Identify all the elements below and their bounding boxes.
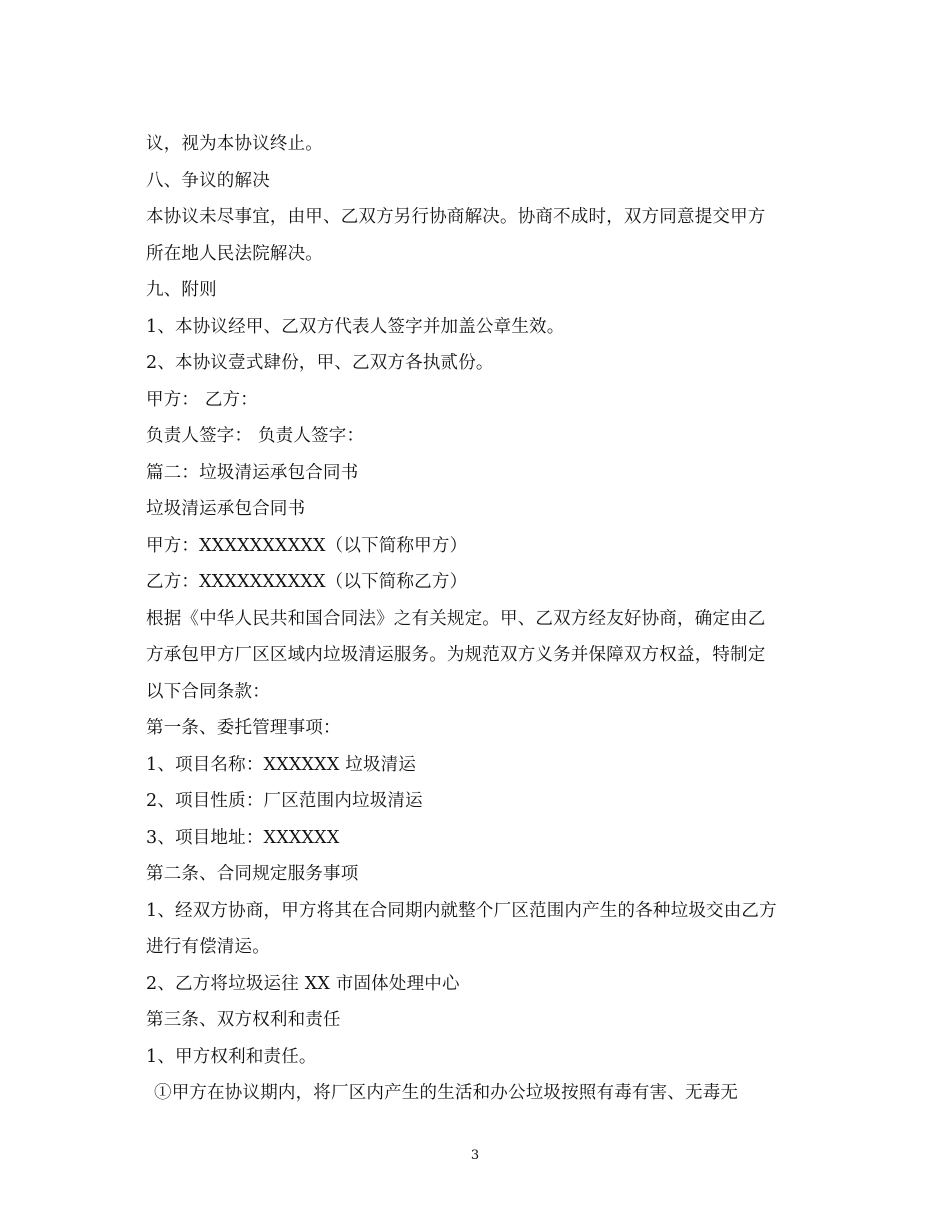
- text-line: 1、本协议经甲、乙双方代表人签字并加盖公章生效。: [146, 316, 565, 337]
- document-body: [146, 126, 816, 1112]
- article-heading: 第一条、委托管理事项：: [146, 718, 341, 738]
- page-number: 3: [470, 1148, 480, 1163]
- list-item: 2、乙方将垃圾运往 XX 市固体处理中心: [146, 973, 460, 994]
- list-item: 3、项目地址：XXXXXX: [146, 827, 340, 848]
- list-item: 2、项目性质：厂区范围内垃圾清运: [146, 791, 423, 811]
- text-line: 本协议未尽事宜，由甲、乙双方另行协商解决。协商不成时，双方同意提交甲方: [146, 207, 766, 227]
- text-line: 以下合同条款：: [146, 681, 270, 702]
- list-item: ①甲方在协议期内，将厂区内产生的生活和办公垃圾按照有毒有害、无毒无: [154, 1083, 739, 1103]
- text-line: 进行有偿清运。: [146, 937, 270, 957]
- text-line: 方承包甲方厂区区域内垃圾清运服务。为规范双方义务并保障双方权益，特制定: [146, 645, 766, 665]
- text-line: 根据《中华人民共和国合同法》之有关规定。甲、乙双方经友好协商，确定由乙: [146, 608, 766, 629]
- text-line: 2、本协议壹式肆份，甲、乙双方各执贰份。: [146, 353, 494, 373]
- text-line: 所在地人民法院解决。: [146, 243, 323, 264]
- article-heading: 第三条、双方权利和责任: [146, 1010, 341, 1030]
- contract-title: 垃圾清运承包合同书: [146, 499, 306, 519]
- party-a-line: 甲方：XXXXXXXXXX（以下简称甲方）: [146, 535, 468, 556]
- article-heading: 第二条、合同规定服务事项: [146, 864, 359, 884]
- list-item: 1、项目名称：XXXXXX 垃圾清运: [146, 754, 417, 775]
- list-item: 1、经双方协商，甲方将其在合同期内就整个厂区范围内产生的各种垃圾交由乙方: [146, 900, 777, 921]
- list-item: 1、甲方权利和责任。: [146, 1046, 317, 1067]
- section-heading-dispute: 八、争议的解决: [146, 170, 270, 191]
- part-heading: 篇二：垃圾清运承包合同书: [146, 462, 359, 483]
- party-line: 甲方： 乙方：: [146, 389, 258, 410]
- text-line: 议，视为本协议终止。: [146, 134, 323, 154]
- section-heading-supplementary: 九、附则: [146, 280, 217, 300]
- party-b-line: 乙方：XXXXXXXXXX（以下简称乙方）: [146, 572, 468, 592]
- signature-line: 负责人签字： 负责人签字：: [146, 426, 365, 446]
